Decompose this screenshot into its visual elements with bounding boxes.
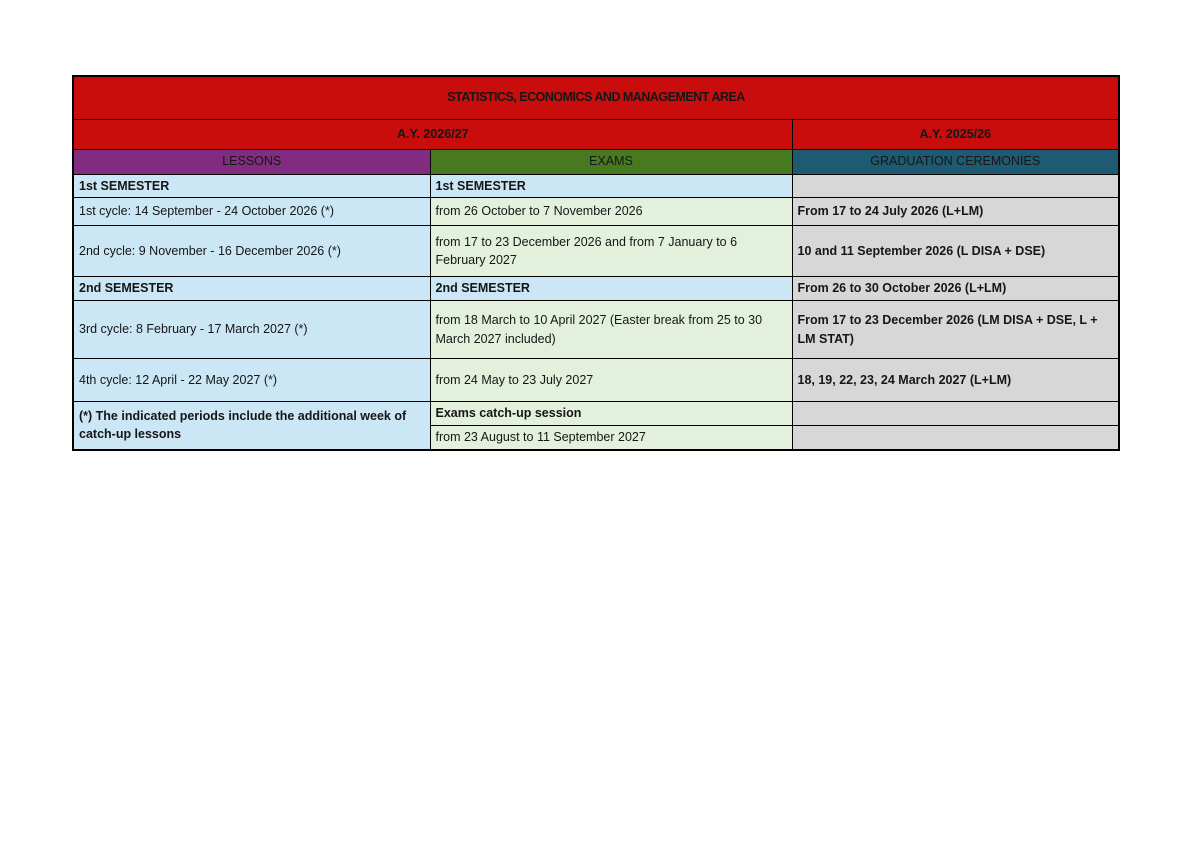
table-row — [73, 226, 1119, 277]
exams-cell-session-3: from 18 March to 10 April 2027 (Easter break from 25 to 30 March 2027 included) — [430, 301, 792, 359]
graduation-cell-5: 18, 19, 22, 23, 24 March 2027 (L+LM) — [792, 359, 1119, 402]
table-row — [73, 277, 1119, 301]
exams-catchup-dates: from 23 August to 11 September 2027 — [430, 425, 792, 449]
semester-2-lessons-header: 2nd SEMESTER — [73, 277, 430, 301]
table-row — [73, 301, 1119, 359]
graduation-cell-2: 10 and 11 September 2026 (L DISA + DSE) — [792, 226, 1119, 277]
page-title: STATISTICS, ECONOMICS AND MANAGEMENT AREA — [73, 76, 1119, 119]
semester-1-lessons-header: 1st SEMESTER — [73, 174, 430, 198]
column-header-lessons: LESSONS — [73, 149, 430, 174]
semester-1-exams-header: 1st SEMESTER — [430, 174, 792, 198]
graduation-cell-empty — [792, 174, 1119, 198]
column-header-exams: EXAMS — [430, 149, 792, 174]
graduation-cell-3: From 26 to 30 October 2026 (L+LM) — [792, 277, 1119, 301]
exams-cell-session-2: from 17 to 23 December 2026 and from 7 January to 6 February 2027 — [430, 226, 792, 277]
academic-year-row — [73, 119, 1119, 149]
graduation-cell-1: From 17 to 24 July 2026 (L+LM) — [792, 198, 1119, 226]
exams-cell-session-1: from 26 October to 7 November 2026 — [430, 198, 792, 226]
academic-calendar-table — [72, 75, 1120, 451]
graduation-cell-empty — [792, 425, 1119, 449]
graduation-cell-empty — [792, 402, 1119, 426]
academic-year-current: A.Y. 2026/27 — [73, 119, 792, 149]
category-header-row — [73, 149, 1119, 174]
lessons-cell-cycle-4: 4th cycle: 12 April - 22 May 2027 (*) — [73, 359, 430, 402]
semester-2-exams-header: 2nd SEMESTER — [430, 277, 792, 301]
academic-year-previous: A.Y. 2025/26 — [792, 119, 1119, 149]
table-row — [73, 402, 1119, 426]
table-row — [73, 174, 1119, 198]
lessons-cell-cycle-2: 2nd cycle: 9 November - 16 December 2026 (*) — [73, 226, 430, 277]
graduation-cell-4: From 17 to 23 December 2026 (LM DISA + DSE, L + LM STAT) — [792, 301, 1119, 359]
exams-cell-session-4: from 24 May to 23 July 2027 — [430, 359, 792, 402]
table-row — [73, 198, 1119, 226]
column-header-graduation: GRADUATION CEREMONIES — [792, 149, 1119, 174]
lessons-cell-cycle-3: 3rd cycle: 8 February - 17 March 2027 (*) — [73, 301, 430, 359]
footnote: (*) The indicated periods include the additional week of catch-up lessons — [73, 402, 430, 450]
lessons-cell-cycle-1: 1st cycle: 14 September - 24 October 2026 (*) — [73, 198, 430, 226]
table-row — [73, 359, 1119, 402]
title-row — [73, 76, 1119, 119]
exams-catchup-title: Exams catch-up session — [430, 402, 792, 426]
